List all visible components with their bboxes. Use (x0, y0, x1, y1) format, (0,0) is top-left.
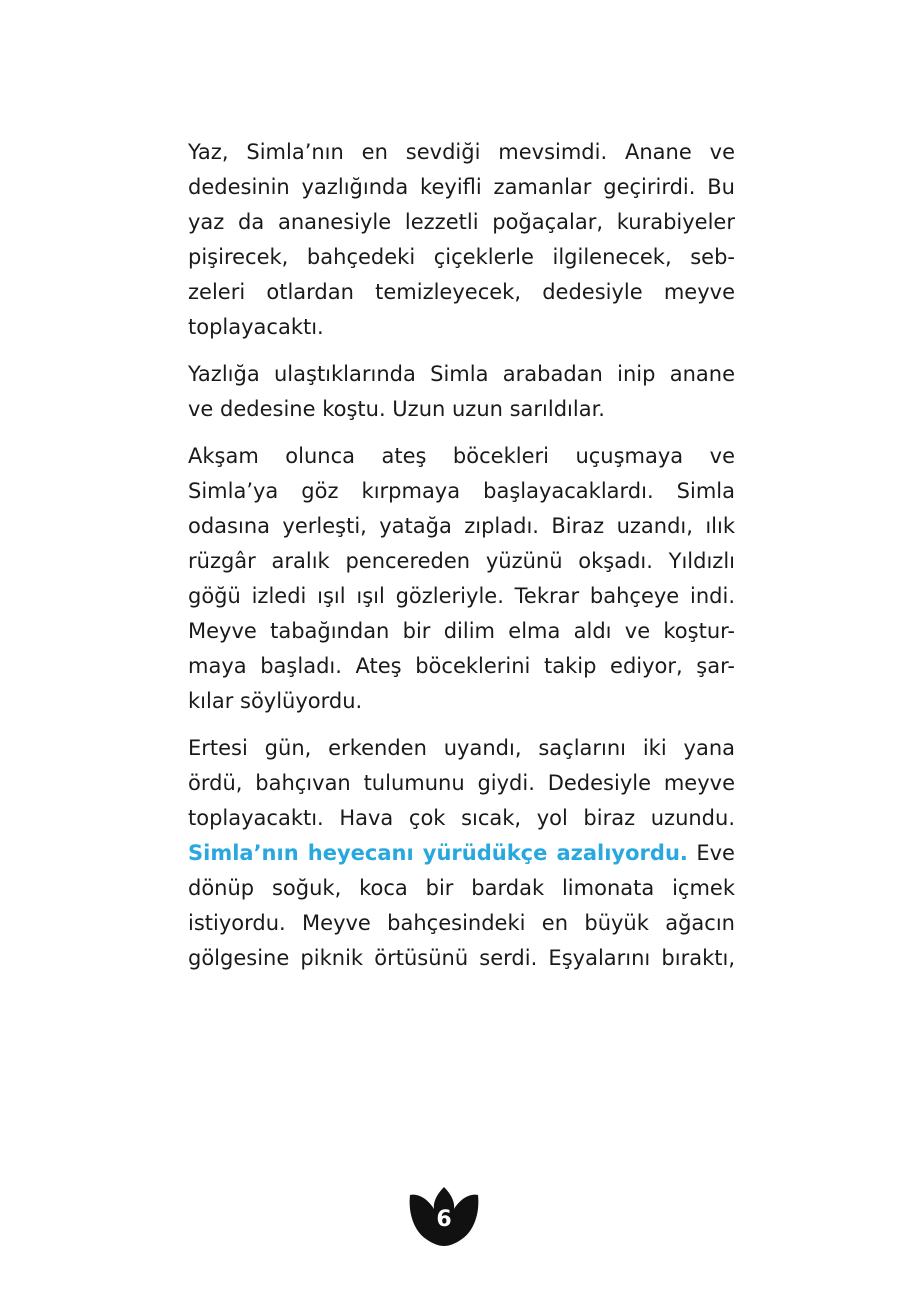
text-line: Yazlığa ulaştıklarında Simla arabadan inip anane (188, 362, 735, 386)
highlighted-sentence: Simla’nın heyecanı yürüdükçe azalıyordu. (188, 841, 688, 865)
text-line: Yaz, Simla’nın en sevdiği mevsimdi. Anane ve (188, 140, 735, 164)
text-line: Meyve tabağından bir dilim elma aldı ve koştur- (188, 619, 735, 643)
text-line: dedesinin yazlığında keyifli zamanlar geçirirdi. Bu (188, 175, 735, 199)
text-line: toplayacaktı. (188, 315, 324, 339)
text-line: rüzgâr aralık pencereden yüzünü okşadı. Yıldızlı (188, 549, 735, 573)
paragraph-3 (155, 439, 735, 719)
text-line: ördü, bahçıvan tulumunu giydi. Dedesiyle meyve (188, 771, 735, 795)
text-line: istiyordu. Meyve bahçesindeki en büyük ağacın (188, 911, 735, 935)
text-line: dönüp soğuk, koca bir bardak limonata içmek (188, 876, 735, 900)
text-line-highlighted (155, 836, 735, 871)
paragraph-4 (155, 731, 735, 976)
text-line: zeleri otlardan temizleyecek, dedesiyle meyve (188, 280, 735, 304)
paragraph-2 (155, 357, 735, 427)
text-line: gölgesine piknik örtüsünü serdi. Eşyalarını bıraktı, (188, 946, 735, 970)
text-line: odasına yerleşti, yatağa zıpladı. Biraz uzandı, ılık (188, 514, 735, 538)
paragraph-1 (155, 135, 735, 345)
text-line: yaz da ananesiyle lezzetli poğaçalar, kurabiyeler (188, 210, 735, 234)
text-line: Simla’ya göz kırpmaya başlayacaklardı. Simla (188, 479, 735, 503)
text-line: pişirecek, bahçedeki çiçeklerle ilgilenecek, seb- (188, 245, 735, 269)
text-line: Akşam olunca ateş böcekleri uçuşmaya ve (188, 444, 735, 468)
highlight-tail-text: Eve (696, 841, 735, 865)
text-line: kılar söylüyordu. (188, 689, 363, 713)
text-line: maya başladı. Ateş böceklerini takip ediyor, şar- (188, 654, 735, 678)
page-number: 6 (436, 1207, 452, 1232)
text-line: Ertesi gün, erkenden uyandı, saçlarını iki yana (188, 736, 735, 760)
text-line: göğü izledi ışıl ışıl gözleriyle. Tekrar bahçeye indi. (188, 584, 735, 608)
page-number-badge (406, 1185, 482, 1247)
page-body (155, 135, 735, 988)
text-line: toplayacaktı. Hava çok sıcak, yol biraz uzundu. (188, 806, 735, 830)
text-line: ve dedesine koştu. Uzun uzun sarıldılar. (188, 397, 605, 421)
